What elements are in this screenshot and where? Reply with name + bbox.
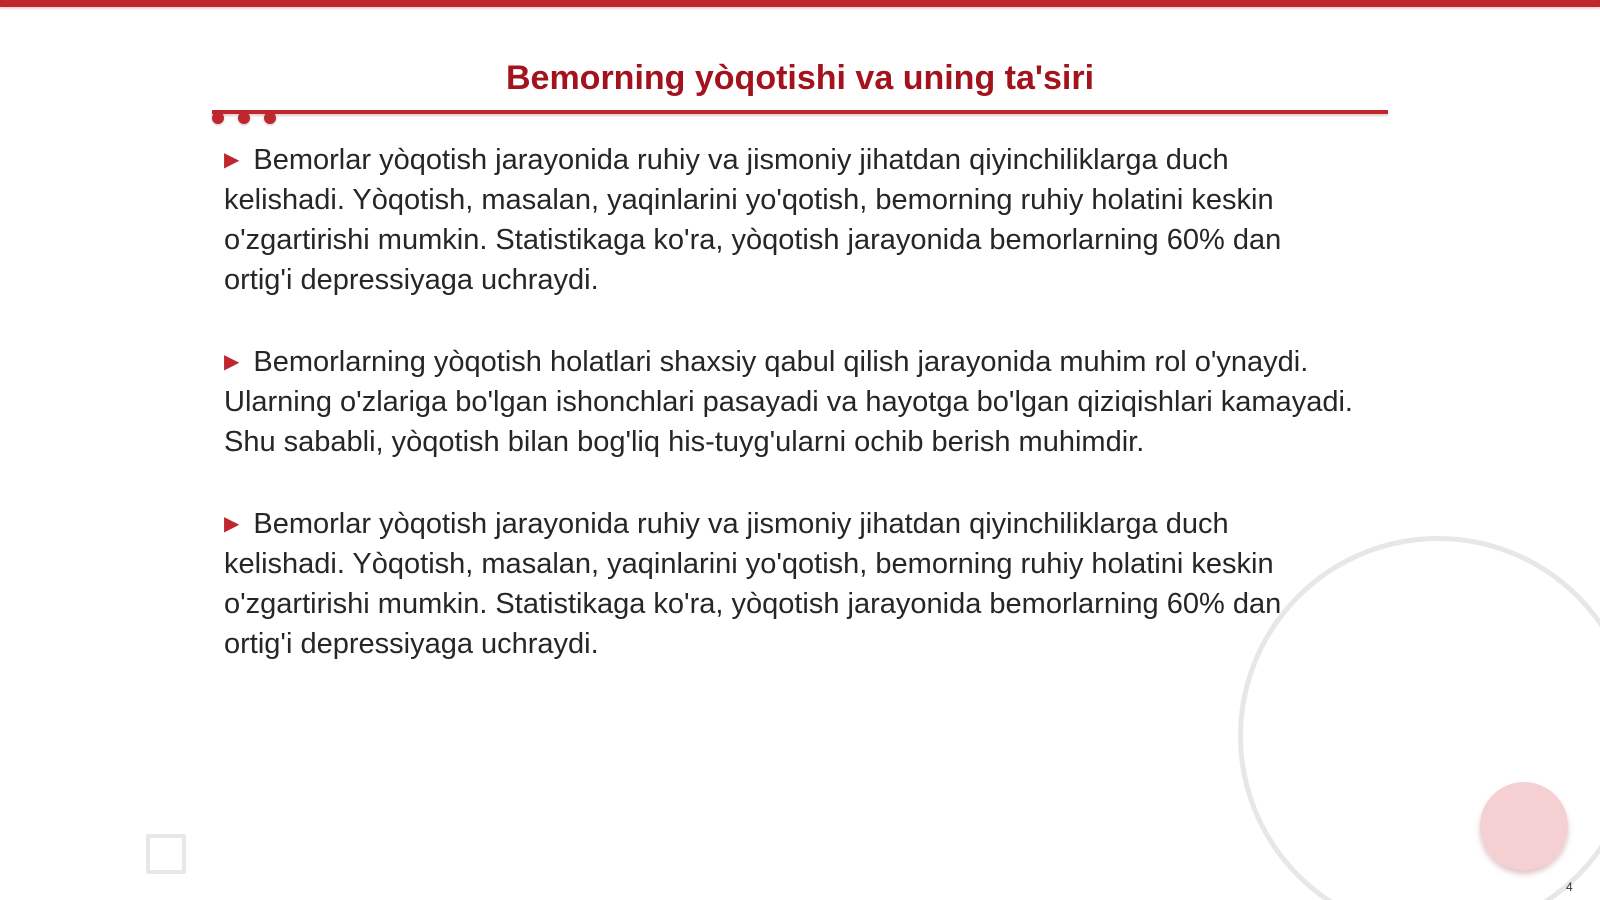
bullet-item <box>224 504 1354 664</box>
page-number: 4 <box>1566 880 1573 894</box>
bullet-item <box>224 342 1354 462</box>
triangle-right-icon: ▶ <box>224 513 240 535</box>
decorative-square <box>146 834 186 874</box>
bullet-text: Bemorlar yòqotish jarayonida ruhiy va jismoniy jihatdan qiyinchiliklarga duch kelishadi. Yòqotish, masalan, yaqinlarini yo'qotish, bemorning ruhiy holatini keskin o'zgartirishi mumkin. Statistikaga ko'ra, yòqotish jarayonida bemorlarning 60% dan ortig'i depressiyaga uchraydi. <box>224 508 1282 660</box>
bullet-text: Bemorlar yòqotish jarayonida ruhiy va jismoniy jihatdan qiyinchiliklarga duch kelishadi. Yòqotish, masalan, yaqinlarini yo'qotish, bemorning ruhiy holatini keskin o'zgartirishi mumkin. Statistikaga ko'ra, yòqotish jarayonida bemorlarning 60% dan ortig'i depressiyaga uchraydi. <box>224 144 1282 296</box>
decorative-dot <box>238 112 250 124</box>
top-accent-bar <box>0 0 1600 7</box>
decorative-dot <box>212 112 224 124</box>
bullet-text: Bemorlarning yòqotish holatlari shaxsiy qabul qilish jarayonida muhim rol o'ynaydi. Ularning o'zlariga bo'lgan ishonchlari pasayadi va hayotga bo'lgan qiziqishlari kamayadi. Shu sababli, yòqotish bilan bog'liq his-tuyg'ularni ochib berish muhimdir. <box>224 346 1353 458</box>
slide-title: Bemorning yòqotishi va uning ta'siri <box>505 59 1095 97</box>
bullet-list <box>224 140 1354 706</box>
bullet-item <box>224 140 1354 300</box>
decorative-circle <box>1480 782 1568 870</box>
triangle-right-icon: ▶ <box>224 351 240 373</box>
decorative-dot <box>264 112 276 124</box>
triangle-right-icon: ▶ <box>224 149 240 171</box>
title-underline <box>212 110 1388 114</box>
